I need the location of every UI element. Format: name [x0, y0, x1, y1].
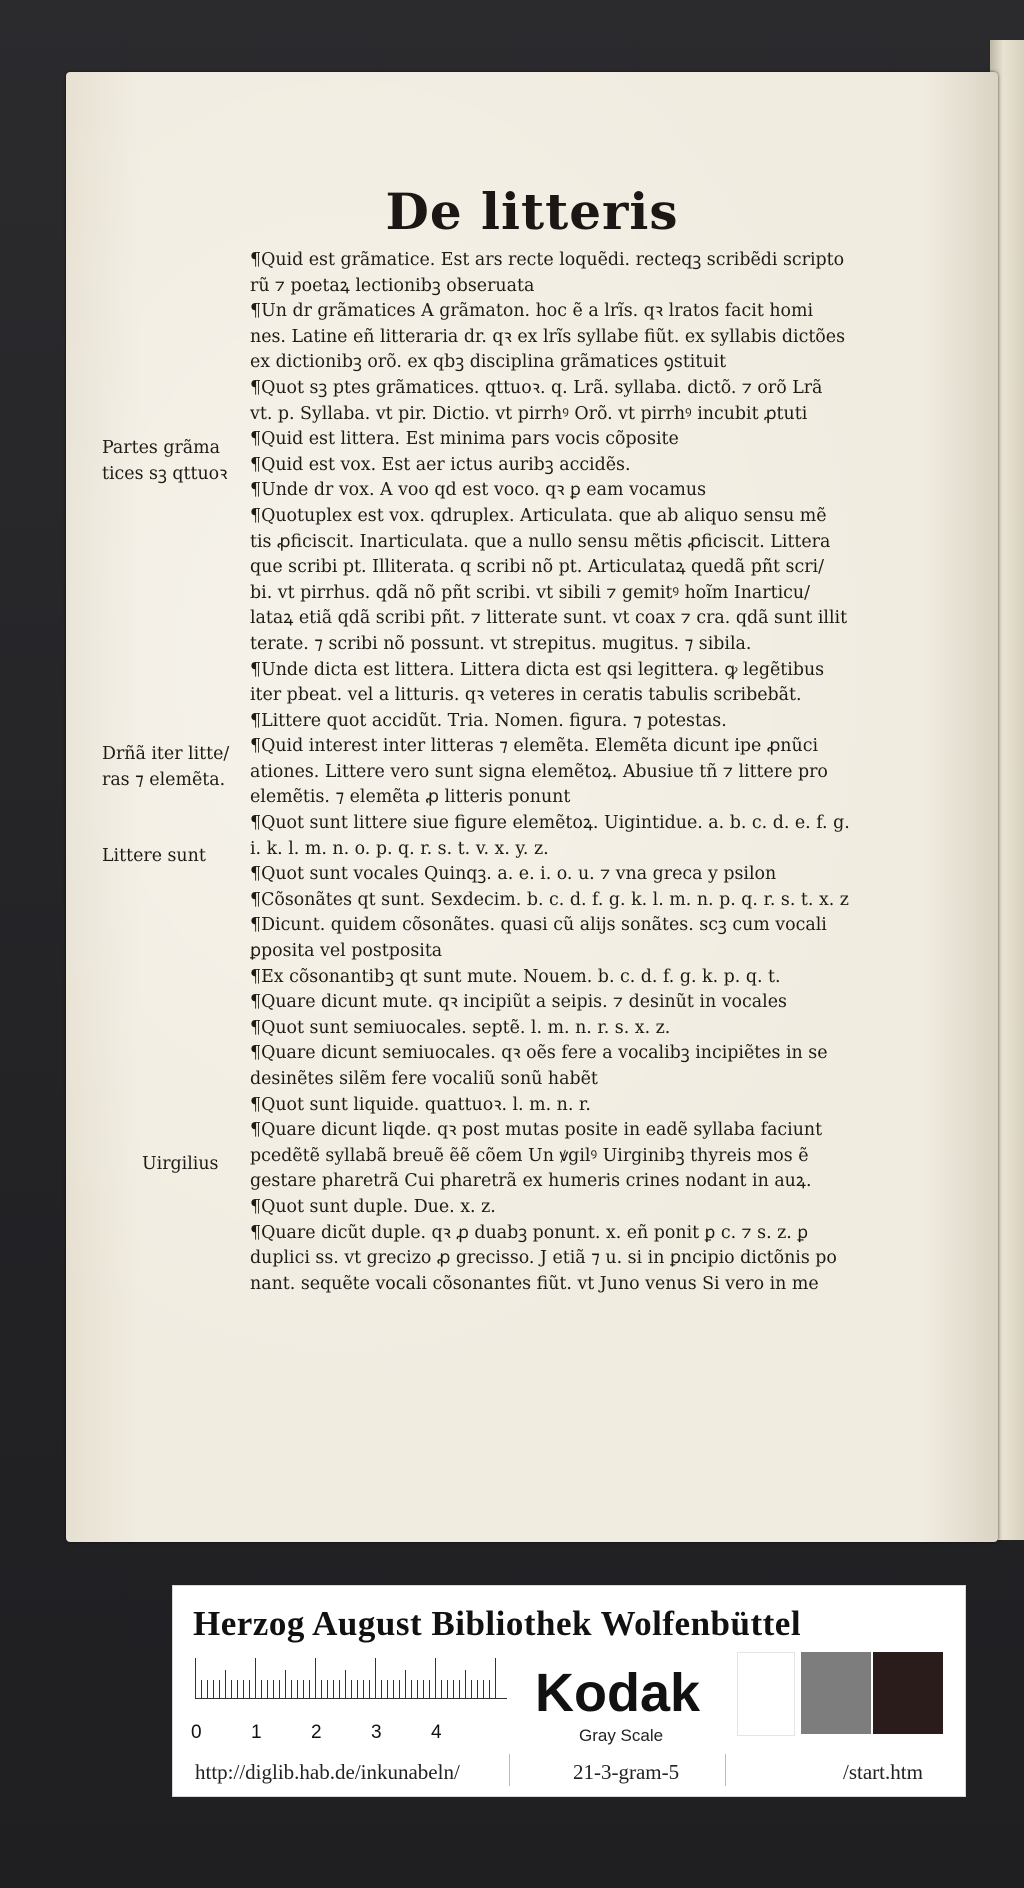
text-line: nant. sequẽte vocali cõsonantes fiũt. vt Juno venus Si vero in me [250, 1273, 819, 1294]
text-line: ¶Ex cõsonantibꝫ qt sunt mute. Nouem. b. c. d. f. g. k. p. q. t. [250, 966, 781, 987]
text-line: gestare pharetrã Cui pharetrã ex humeris crines nodant in auꝝ. [250, 1171, 812, 1192]
margin-note-line: Drñã iter litte/ [102, 744, 230, 764]
ruler-number: 4 [431, 1722, 442, 1743]
text-line: ¶Quot sunt littere siue figure elemẽtoꝝ. Uigintidue. a. b. c. d. e. f. g. [250, 813, 850, 834]
text-line: desinẽtes silẽm fere vocaliũ sonũ habẽt [250, 1069, 598, 1089]
ruler-tick [435, 1658, 436, 1698]
ruler-tick [225, 1670, 226, 1698]
ruler-tick [411, 1680, 412, 1698]
margin-note-line: ras ⁊ elemẽta. [102, 769, 226, 790]
margin-note-littere: Littere sunt [102, 846, 206, 866]
ruler-tick [267, 1680, 268, 1698]
color-calibration-bar [172, 1585, 966, 1797]
ruler-tick [351, 1680, 352, 1698]
text-line: bi. vt pirrhus. qdã nõ pñt scribi. vt sibili ⁊ gemitꝰ hoĩm Inarticu/ [250, 582, 810, 603]
margin-note-partes [102, 436, 227, 487]
ruler-tick [453, 1680, 454, 1698]
text-line: ¶Quare dicũt duple. qꝛ ꝓ duabꝫ ponunt. x. eñ ponit ꝑ c. ⁊ s. z. ꝑ [250, 1222, 809, 1243]
ruler-number: 3 [371, 1722, 382, 1743]
ruler-tick [243, 1680, 244, 1698]
ruler-tick [483, 1680, 484, 1698]
ruler-tick [375, 1658, 376, 1698]
text-line: ¶Littere quot accidũt. Tria. Nomen. figura. ⁊ potestas. [250, 710, 727, 731]
separator [725, 1754, 726, 1786]
page-title: De litteris [385, 182, 679, 241]
text-line: ¶Quid est vox. Est aer ictus auribꝫ accidẽs. [250, 454, 631, 475]
kodak-logo: Kodak [535, 1663, 701, 1723]
ruler-tick [447, 1680, 448, 1698]
text-line: ¶Quid est grãmatice. Est ars recte loquẽdi. recteqꝫ scribẽdi scripto [250, 250, 845, 270]
ruler-tick [363, 1680, 364, 1698]
ruler-tick [255, 1658, 256, 1698]
ruler-tick [303, 1680, 304, 1698]
ruler-tick [417, 1680, 418, 1698]
gray-scale-label: Gray Scale [579, 1726, 664, 1745]
ruler-tick [387, 1680, 388, 1698]
ruler-baseline [195, 1698, 507, 1699]
text-line: ¶Quot sunt semiuocales. septẽ. l. m. n. r. s. x. z. [250, 1017, 671, 1038]
library-name: Herzog August Bibliothek Wolfenbüttel [193, 1604, 802, 1643]
text-line: ¶Quid interest inter litteras ⁊ elemẽta. Elemẽta dicunt ipe ꝓnũci [250, 736, 819, 757]
ruler-tick [315, 1658, 316, 1698]
book-page [66, 72, 998, 1542]
text-line: ¶Cõsonãtes qt sunt. Sexdecim. b. c. d. f. g. k. l. m. n. p. q. r. s. t. x. z [250, 889, 849, 910]
text-line: ¶Quot sunt liquide. quattuoꝛ. l. m. n. r. [250, 1094, 591, 1115]
text-line: nes. Latine eñ litteraria dr. qꝛ ex lrĩs syllabe fiũt. ex syllabis dictões [250, 326, 845, 347]
ruler-tick [285, 1670, 286, 1698]
ruler-tick [393, 1680, 394, 1698]
ruler-tick [369, 1680, 370, 1698]
text-line: tis ꝓficiscit. Inarticulata. que a nullo sensu mẽtis ꝓficiscit. Littera [250, 531, 831, 552]
text-line: ¶Quare dicunt mute. qꝛ incipiũt a seipis. ⁊ desinũt in vocales [250, 992, 787, 1013]
gray-patch-mid [801, 1652, 871, 1734]
ruler-tick [309, 1680, 310, 1698]
ruler-tick [291, 1680, 292, 1698]
text-line: pcedẽtẽ syllabã breuẽ ẽẽ cõem Un ꝟgilꝰ Uirginibꝫ thyreis mos ẽ [250, 1145, 809, 1166]
ruler-tick [441, 1680, 442, 1698]
text-line: duplici ss. vt grecizo ꝓ grecisso. J etiã ⁊ u. si in ꝑncipio dictõnis po [250, 1248, 837, 1269]
text-line: ¶Dicunt. quidem cõsonãtes. quasi cũ alijs sonãtes. scꝫ cum vocali [250, 915, 827, 936]
gray-patch-white [737, 1652, 795, 1736]
url-suffix: /start.htm [843, 1760, 923, 1784]
gray-patch-dark [873, 1652, 943, 1734]
text-line: ꝑposita vel postposita [250, 941, 443, 962]
ruler-tick [321, 1680, 322, 1698]
ruler-tick [195, 1658, 196, 1698]
ruler-tick [207, 1680, 208, 1698]
ruler-tick [201, 1680, 202, 1698]
margin-note-virgilius: Uirgilius [142, 1154, 219, 1174]
ruler-tick [279, 1680, 280, 1698]
text-line: rũ ⁊ poetaꝝ lectionibꝫ obseruata [250, 275, 535, 296]
text-line: ¶Quot sunt vocales Quinqꝫ. a. e. i. o. u. ⁊ vna greca y psilon [250, 864, 777, 885]
text-line: lataꝝ etiã qdã scribi pñt. ⁊ litterate sunt. vt coax ⁊ cra. qdã sunt illit [250, 608, 848, 629]
text-line: ¶Quare dicunt liqde. qꝛ post mutas posite in eadẽ syllaba faciunt [250, 1120, 823, 1141]
shelfmark: 21-3-gram-5 [573, 1760, 680, 1784]
text-line: iter pbeat. vel a litturis. qꝛ veteres in ceratis tabulis scribebãt. [250, 685, 802, 706]
ruler-tick [213, 1680, 214, 1698]
ruler-tick [357, 1680, 358, 1698]
text-line: terate. ⁊ scribi nõ possunt. vt strepitus. mugitus. ⁊ sibila. [250, 633, 752, 654]
ruler-tick [219, 1680, 220, 1698]
ruler-tick [495, 1658, 496, 1698]
ruler-tick [231, 1680, 232, 1698]
ruler-tick [345, 1670, 346, 1698]
ruler-tick [249, 1680, 250, 1698]
margin-note-differentia [102, 742, 229, 793]
text-line: ¶Un dr grãmatices A grãmaton. hoc ẽ a lrĩs. qꝛ lratos facit homi [250, 301, 814, 322]
text-line: ¶Quare dicunt semiuocales. qꝛ oẽs fere a vocalibꝫ incipiẽtes in se [250, 1043, 828, 1064]
ruler-tick [477, 1680, 478, 1698]
ruler-tick [273, 1680, 274, 1698]
ruler-number: 2 [311, 1722, 322, 1743]
ruler-tick [333, 1680, 334, 1698]
text-line: ¶Quid est littera. Est minima pars vocis cõposite [250, 429, 679, 450]
ruler-tick [459, 1680, 460, 1698]
text-line: ationes. Littere vero sunt signa elemẽtoꝝ. Abusiue tñ ⁊ littere pro [250, 761, 828, 782]
main-text-block [250, 248, 886, 1297]
ruler-tick [297, 1680, 298, 1698]
ruler-number: 1 [251, 1722, 262, 1743]
ruler-tick [381, 1680, 382, 1698]
ruler-number: 0 [191, 1722, 202, 1743]
ruler-tick [423, 1680, 424, 1698]
text-line: ¶Quot sꝫ ptes grãmatices. qttuoꝛ. q. Lrã. syllaba. dictõ. ⁊ orõ Lrã [250, 377, 823, 398]
ruler-tick [339, 1680, 340, 1698]
margin-note-line: Partes grãma [102, 438, 221, 458]
ruler-tick [237, 1680, 238, 1698]
text-line: i. k. l. m. n. o. p. q. r. s. t. v. x. y. z. [250, 838, 549, 859]
text-line: que scribi pt. Illiterata. q scribi nõ pt. Articulataꝝ quedã pñt scri/ [250, 557, 824, 578]
ruler-tick [489, 1680, 490, 1698]
ruler-tick [471, 1680, 472, 1698]
ruler-tick [429, 1680, 430, 1698]
text-line: vt. p. Syllaba. vt pir. Dictio. vt pirrhꝰ Orõ. vt pirrhꝰ incubit ꝓtuti [250, 403, 808, 424]
separator [509, 1754, 510, 1786]
text-line: elemẽtis. ⁊ elemẽta ꝓ litteris ponunt [250, 787, 571, 808]
text-line: ¶Quot sunt duple. Due. x. z. [250, 1196, 496, 1217]
ruler-tick [405, 1670, 406, 1698]
text-line: ¶Quotuplex est vox. qdruplex. Articulata. que ab aliquo sensu mẽ [250, 505, 827, 526]
text-line: ex dictionibꝫ orõ. ex qbꝫ disciplina grãmatices ꝯstituit [250, 352, 727, 373]
text-line: ¶Unde dr vox. A voo qd est voco. qꝛ ꝑ eam vocamus [250, 480, 706, 501]
ruler-tick [465, 1670, 466, 1698]
ruler-tick [261, 1680, 262, 1698]
ruler-scale [191, 1658, 507, 1743]
margin-note-line: tices sꝫ qttuoꝛ [102, 463, 228, 484]
url-prefix: http://diglib.hab.de/inkunabeln/ [195, 1760, 460, 1784]
ruler-tick [399, 1680, 400, 1698]
text-line: ¶Unde dicta est littera. Littera dicta est qsi legittera. ꝙ legẽtibus [250, 659, 825, 680]
ruler-tick [327, 1680, 328, 1698]
